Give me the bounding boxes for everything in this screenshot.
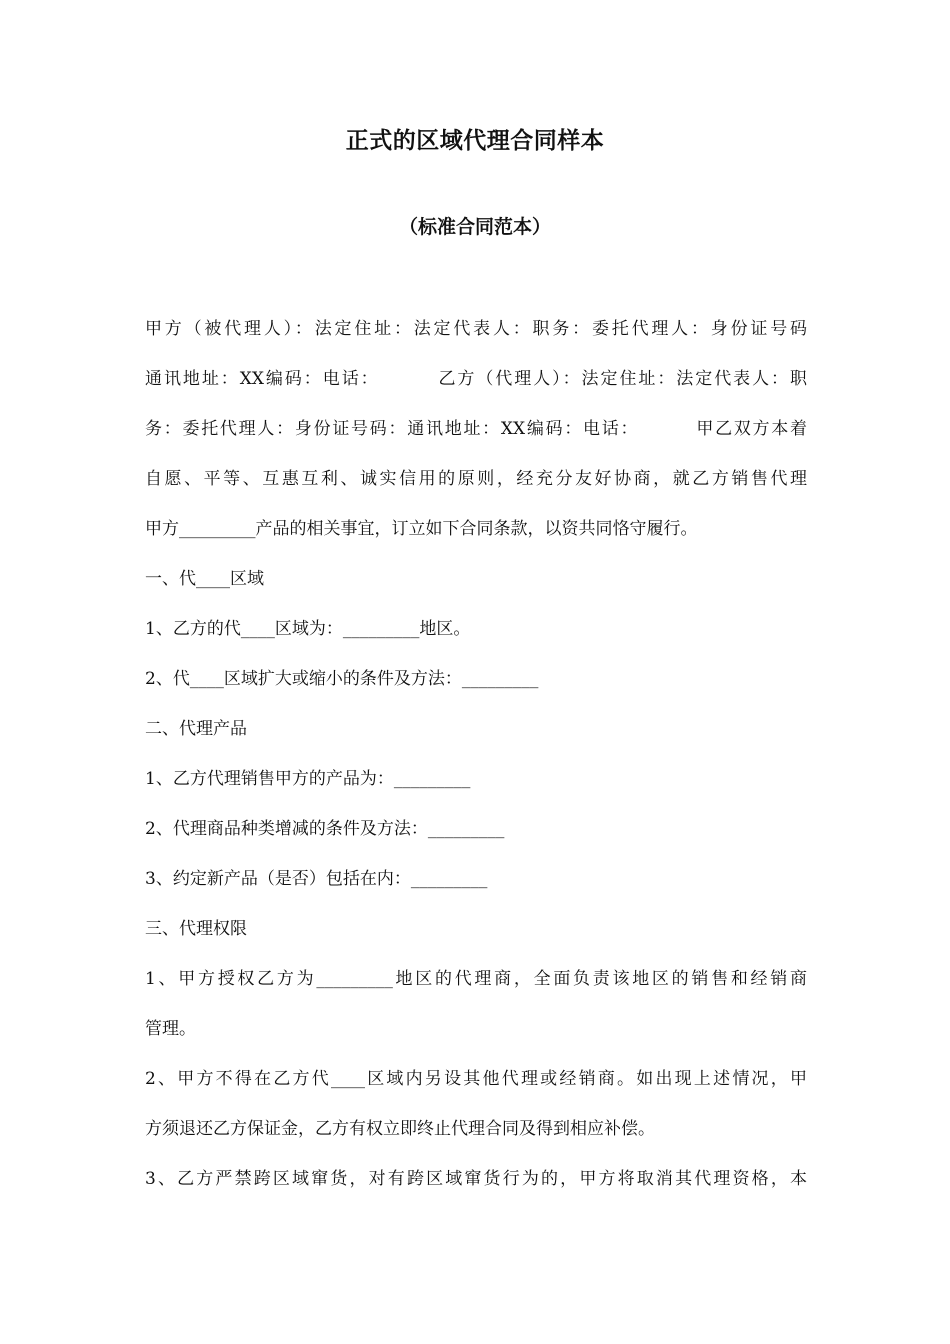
clause-line: 3、约定新产品（是否）包括在内：_________: [145, 869, 488, 889]
section-heading: 二、代理产品: [145, 719, 247, 739]
clause-line: 1、甲方授权乙方为_________地区的代理商，全面负责该地区的销售和经销商: [145, 969, 807, 989]
clause-line: 管理。: [145, 1019, 196, 1039]
paragraph-line: 甲方_________产品的相关事宜，订立如下合同条款，以资共同恪守履行。: [145, 519, 698, 539]
section-heading: 三、代理权限: [145, 919, 247, 939]
clause-line: 方须退还乙方保证金，乙方有权立即终止代理合同及得到相应补偿。: [145, 1119, 655, 1139]
clause-line: 2、甲方不得在乙方代____区域内另设其他代理或经销商。如出现上述情况，甲: [145, 1069, 807, 1089]
clause-line: 3、乙方严禁跨区域窜货，对有跨区域窜货行为的，甲方将取消其代理资格，本: [145, 1169, 807, 1189]
clause-line: 2、代____区域扩大或缩小的条件及方法：_________: [145, 669, 539, 689]
section-heading: 一、代____区域: [145, 569, 264, 589]
document-subtitle: （标准合同范本）: [398, 216, 551, 238]
clause-line: 1、乙方的代____区域为：_________地区。: [145, 619, 471, 639]
clause-line: 1、乙方代理销售甲方的产品为：_________: [145, 769, 471, 789]
paragraph-line: 自愿、平等、互惠互利、诚实信用的原则，经充分友好协商，就乙方销售代理: [145, 469, 807, 489]
document-body: [145, 310, 807, 1210]
document-title: 正式的区域代理合同样本: [345, 128, 605, 154]
clause-line: 2、代理商品种类增减的条件及方法：_________: [145, 819, 505, 839]
paragraph-line: 务：委托代理人：身份证号码：通讯地址：XX编码：电话： 甲乙双方本着: [145, 419, 807, 439]
paragraph-line: 通讯地址：XX编码：电话： 乙方（代理人）：法定住址：法定代表人：职: [145, 369, 807, 389]
paragraph-line: 甲方（被代理人）：法定住址：法定代表人：职务：委托代理人：身份证号码: [145, 319, 807, 339]
